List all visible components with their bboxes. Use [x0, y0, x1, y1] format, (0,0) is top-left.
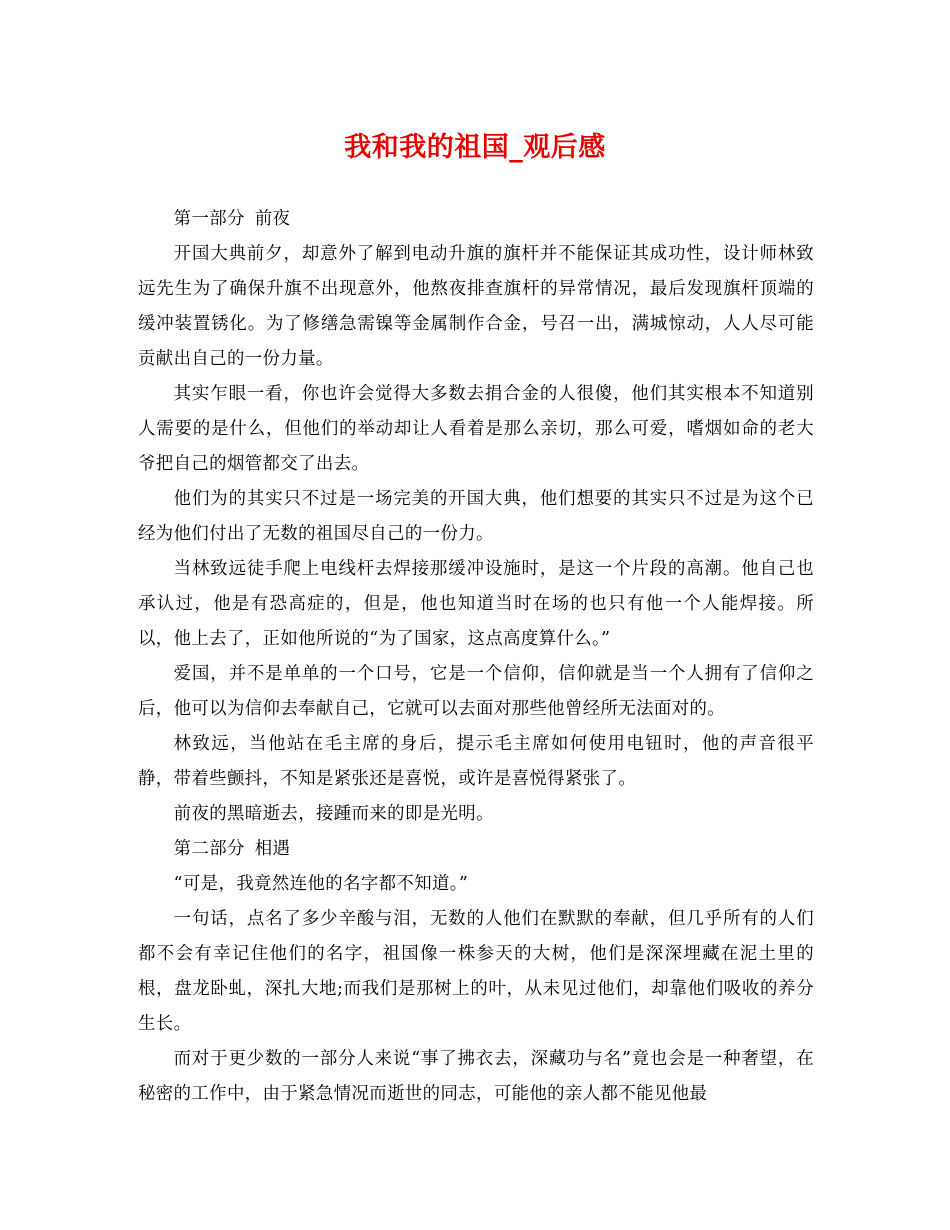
body-paragraph: 爱国，并不是单单的一个口号，它是一个信仰，信仰就是当一个人拥有了信仰之后，他可以为信仰去奉献自己，它就可以去面对那些他曾经所无法面对的。 [138, 664, 814, 719]
body-paragraph: 他们为的其实只不过是一场完美的开国大典，他们想要的其实只不过是为这个已经为他们付出了无数的祖国尽自己的一份力。 [138, 489, 814, 544]
section-heading: 第二部分 相遇 [173, 839, 291, 859]
document-title: 我和我的祖国_观后感 [344, 132, 606, 163]
body-paragraph: “可是，我竟然连他的名字都不知道。” [173, 874, 469, 894]
document-body [138, 202, 814, 1112]
body-paragraph: 其实乍眼一看，你也许会觉得大多数去捐合金的人很傻，他们其实根本不知道别人需要的是什么，但他们的举动却让人看着是那么亲切，那么可爱，嗜烟如命的老大爷把自己的烟管都交了出去。 [138, 384, 814, 474]
body-paragraph: 林致远，当他站在毛主席的身后，提示毛主席如何使用电钮时，他的声音很平静，带着些颤抖，不知是紧张还是喜悦，或许是喜悦得紧张了。 [138, 734, 814, 789]
body-paragraph: 而对于更少数的一部分人来说“事了拂衣去，深藏功与名”竟也会是一种奢望，在秘密的工作中，由于紧急情况而逝世的同志，可能他的亲人都不能见他最 [138, 1049, 814, 1104]
body-paragraph: 一句话，点名了多少辛酸与泪，无数的人他们在默默的奉献，但几乎所有的人们都不会有幸记住他们的名字，祖国像一株参天的大树，他们是深深埋藏在泥土里的根，盘龙卧虬，深扎大地;而我们是那树上的叶，从未见过他们，却靠他们吸收的养分生长。 [138, 909, 814, 1034]
body-paragraph: 前夜的黑暗逝去，接踵而来的即是光明。 [173, 804, 494, 824]
body-paragraph: 当林致远徒手爬上电线杆去焊接那缓冲设施时，是这一个片段的高潮。他自己也承认过，他是有恐高症的，但是，他也知道当时在场的也只有他一个人能焊接。所以，他上去了，正如他所说的“为了国家，这点高度算什么。” [138, 559, 814, 649]
body-paragraph: 开国大典前夕，却意外了解到电动升旗的旗杆并不能保证其成功性，设计师林致远先生为了确保升旗不出现意外，他熬夜排查旗杆的异常情况，最后发现旗杆顶端的缓冲装置锈化。为了修缮急需镍等金属制作合金，号召一出，满城惊动，人人尽可能贡献出自己的一份力量。 [138, 244, 814, 369]
section-heading: 第一部分 前夜 [173, 209, 291, 229]
